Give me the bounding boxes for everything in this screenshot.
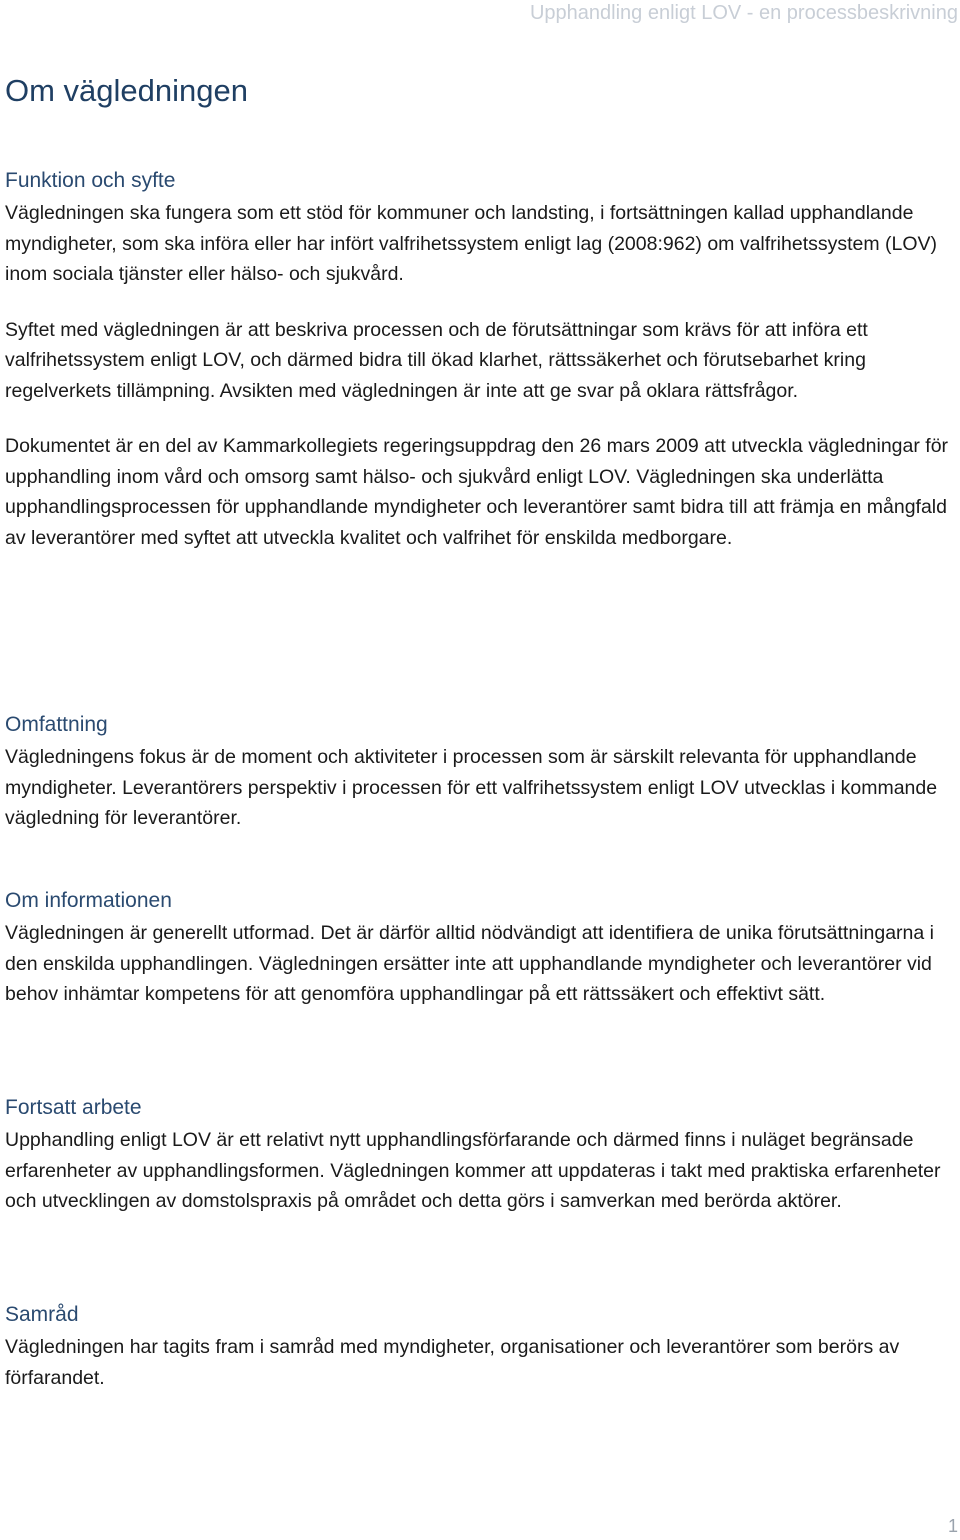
section-samrad — [5, 1302, 957, 1393]
paragraph: Vägledningen ska fungera som ett stöd för kommuner och landsting, i fortsättningen kallad upphandlande myndigheter, som ska införa eller har infört valfrihetssystem enligt lag (2008:962) om valfrihetssystem (LOV) inom sociala tjänster eller hälso- och sjukvård. — [5, 202, 938, 285]
paragraph: Syftet med vägledningen är att beskriva processen och de förutsättningar som krävs för att införa ett valfrihetssystem enligt LOV, och därmed bidra till ökad klarhet, rättssäkerhet och förutsebarhet kring regelverkets tillämpning. Avsikten med vägledningen är inte att ge svar på oklara rättsfrågor. — [5, 318, 868, 402]
paragraph: Upphandling enligt LOV är ett relativt nytt upphandlingsförfarande och därmed finns i nuläget begränsade erfarenheter av upphandlingsformen. Vägledningen kommer att uppdateras i takt med praktiska erfarenheter och utvecklingen av domstolspraxis på området och detta görs i samverkan med berörda aktörer. — [5, 1129, 941, 1212]
section-heading: Fortsatt arbete — [5, 1096, 142, 1119]
paragraph: Vägledningen har tagits fram i samråd med myndigheter, organisationer och leverantörer som berörs av förfarandet. — [5, 1336, 900, 1389]
section-om-informationen — [5, 888, 957, 1010]
running-header: Upphandling enligt LOV - en processbeskrivning — [529, 2, 958, 24]
section-heading: Funktion och syfte — [5, 169, 176, 192]
section-heading: Omfattning — [5, 713, 108, 736]
page-number: 1 — [947, 1516, 958, 1536]
paragraph: Vägledningen är generellt utformad. Det är därför alltid nödvändigt att identifiera de unika förutsättningarna i den enskilda upphandlingen. Vägledningen ersätter inte att upphandlande myndigheter och leverantörer vid behov inhämtar kompetens för att genomföra upphandlingar på ett rättssäkert och effektivt sätt. — [5, 922, 934, 1005]
section-omfattning — [5, 712, 957, 834]
page-title: Om vägledningen — [5, 73, 248, 108]
section-heading: Samråd — [5, 1303, 79, 1326]
section-heading: Om informationen — [5, 889, 172, 912]
section-fortsatt-arbete — [5, 1095, 957, 1217]
paragraph: Dokumentet är en del av Kammarkollegiets regeringsuppdrag den 26 mars 2009 att utveckla vägledningar för upphandling inom vård och omsorg samt hälso- och sjukvård enligt LOV. Vägledningen ska underlätta upphandlingsprocessen för upphandlande myndigheter och leverantörer samt bidra till att främja en mångfald av leverantörer med syftet att utveckla kvalitet och valfrihet för enskilda medborgare. — [5, 435, 949, 549]
paragraph: Vägledningens fokus är de moment och aktiviteter i processen som är särskilt relevanta för upphandlande myndigheter. Leverantörers perspektiv i processen för ett valfrihetssystem enligt LOV utvecklas i kommande vägledning för leverantörer. — [5, 746, 938, 829]
section-funktion-och-syfte — [5, 168, 957, 553]
